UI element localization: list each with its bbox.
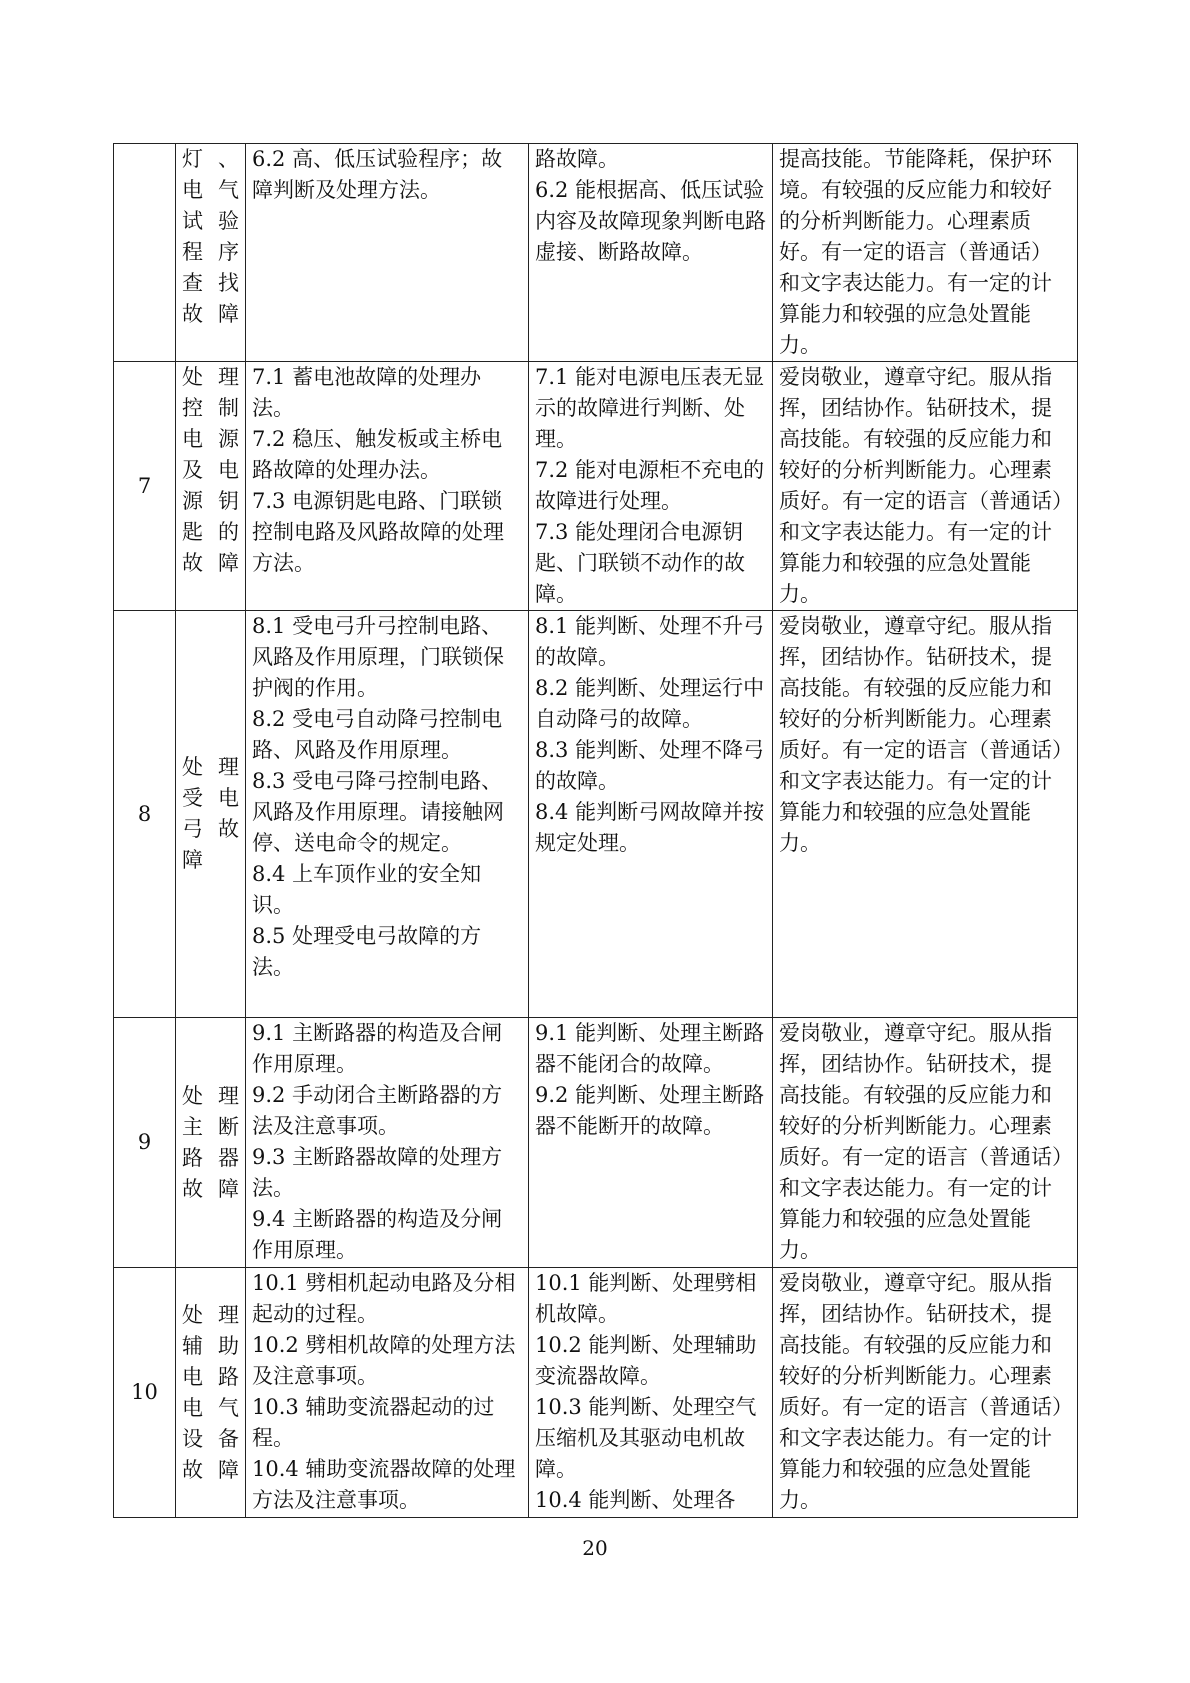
skill-item: 8.2 能判断、处理运行中自动降弓的故障。	[535, 676, 765, 731]
skills-cell	[529, 144, 773, 362]
skill-item: 8.1 能判断、处理不升弓的故障。	[535, 614, 765, 669]
knowledge-item: 9.4 主断路器的构造及分闸作用原理。	[252, 1207, 503, 1262]
row-number: 9	[114, 1018, 176, 1268]
skill-item: 10.1 能判断、处理劈相机故障。	[535, 1271, 757, 1326]
skill-item: 7.2 能对电源柜不充电的故障进行处理。	[535, 458, 765, 513]
knowledge-item: 8.3 受电弓降弓控制电路、风路及作用原理。请接触网停、送电命令的规定。	[252, 769, 504, 855]
knowledge-cell	[246, 611, 529, 1018]
work-item: 灯、电气试验程序查找故障	[176, 144, 246, 362]
knowledge-item: 7.3 电源钥匙电路、门联锁控制电路及风路故障的处理方法。	[252, 489, 504, 575]
table-row	[114, 1268, 1078, 1518]
skill-item: 10.3 能判断、处理空气压缩机及其驱动电机故障。	[535, 1395, 757, 1481]
row-number: 7	[114, 362, 176, 611]
skill-item: 9.1 能判断、处理主断路器不能闭合的故障。	[535, 1021, 765, 1076]
skills-requirement-table	[113, 143, 1078, 1518]
knowledge-item: 8.4 上车顶作业的安全知识。	[252, 862, 482, 917]
knowledge-item: 8.5 处理受电弓故障的方法。	[252, 924, 482, 979]
work-item: 处理控制电源及电源钥匙的故障	[176, 362, 246, 611]
knowledge-item: 8.2 受电弓自动降弓控制电路、风路及作用原理。	[252, 707, 503, 762]
skills-cell	[529, 1018, 773, 1268]
knowledge-item: 10.4 辅助变流器故障的处理方法及注意事项。	[252, 1457, 516, 1512]
table-row	[114, 611, 1078, 1018]
knowledge-item: 9.1 主断路器的构造及合闸作用原理。	[252, 1021, 503, 1076]
knowledge-item: 10.3 辅助变流器起动的过程。	[252, 1395, 495, 1450]
skills-cell	[529, 362, 773, 611]
table-row	[114, 144, 1078, 362]
quality-cell: 爱岗敬业，遵章守纪。服从指挥，团结协作。钻研技术，提高技能。有较强的反应能力和较好的分析判断能力。心理素质好。有一定的语言（普通话）和文字表达能力。有一定的计算能力和较强的应急处置能力。	[773, 362, 1078, 611]
knowledge-cell	[246, 362, 529, 611]
knowledge-cell	[246, 1018, 529, 1268]
skill-item: 8.4 能判断弓网故障并按规定处理。	[535, 800, 765, 855]
knowledge-item: 10.1 劈相机起动电路及分相起动的过程。	[252, 1271, 516, 1326]
knowledge-item: 8.1 受电弓升弓控制电路、风路及作用原理，门联锁保护阀的作用。	[252, 614, 504, 700]
work-item: 处理主断路器故障	[176, 1018, 246, 1268]
table-row	[114, 1018, 1078, 1268]
knowledge-item: 7.2 稳压、触发板或主桥电路故障的处理办法。	[252, 427, 503, 482]
work-item: 处理受电弓故障	[176, 611, 246, 1018]
skill-item: 7.1 能对电源电压表无显示的故障进行判断、处理。	[535, 365, 765, 451]
row-number	[114, 144, 176, 362]
skills-cell	[529, 1268, 773, 1518]
table-row	[114, 362, 1078, 611]
knowledge-cell	[246, 1268, 529, 1518]
skill-item: 路故障。	[535, 147, 619, 171]
work-item: 处理辅助电路电气设备故障	[176, 1268, 246, 1518]
skill-item: 10.4 能判断、处理各	[535, 1488, 736, 1512]
quality-cell: 提高技能。节能降耗，保护环境。有较强的反应能力和较好的分析判断能力。心理素质好。有一定的语言（普通话）和文字表达能力。有一定的计算能力和较强的应急处置能力。	[773, 144, 1078, 362]
quality-cell: 爱岗敬业，遵章守纪。服从指挥，团结协作。钻研技术，提高技能。有较强的反应能力和较好的分析判断能力。心理素质好。有一定的语言（普通话）和文字表达能力。有一定的计算能力和较强的应急处置能力。	[773, 1268, 1078, 1518]
quality-cell: 爱岗敬业，遵章守纪。服从指挥，团结协作。钻研技术，提高技能。有较强的反应能力和较好的分析判断能力。心理素质好。有一定的语言（普通话）和文字表达能力。有一定的计算能力和较强的应急处置能力。	[773, 611, 1078, 1018]
row-number: 10	[114, 1268, 176, 1518]
skill-item: 7.3 能处理闭合电源钥匙、门联锁不动作的故障。	[535, 520, 745, 606]
skill-item: 10.2 能判断、处理辅助变流器故障。	[535, 1333, 757, 1388]
knowledge-item: 10.2 劈相机故障的处理方法及注意事项。	[252, 1333, 516, 1388]
skill-item: 6.2 能根据高、低压试验内容及故障现象判断电路虚接、断路故障。	[535, 178, 766, 264]
quality-cell: 爱岗敬业，遵章守纪。服从指挥，团结协作。钻研技术，提高技能。有较强的反应能力和较好的分析判断能力。心理素质好。有一定的语言（普通话）和文字表达能力。有一定的计算能力和较强的应急处置能力。	[773, 1018, 1078, 1268]
knowledge-cell	[246, 144, 529, 362]
knowledge-item: 9.3 主断路器故障的处理方法。	[252, 1145, 503, 1200]
knowledge-item: 6.2 高、低压试验程序；故障判断及处理方法。	[252, 147, 503, 202]
knowledge-item: 7.1 蓄电池故障的处理办法。	[252, 365, 482, 420]
skill-item: 9.2 能判断、处理主断路器不能断开的故障。	[535, 1083, 765, 1138]
row-number: 8	[114, 611, 176, 1018]
page-number: 20	[582, 1536, 608, 1560]
skills-cell	[529, 611, 773, 1018]
skill-item: 8.3 能判断、处理不降弓的故障。	[535, 738, 765, 793]
knowledge-item: 9.2 手动闭合主断路器的方法及注意事项。	[252, 1083, 503, 1138]
